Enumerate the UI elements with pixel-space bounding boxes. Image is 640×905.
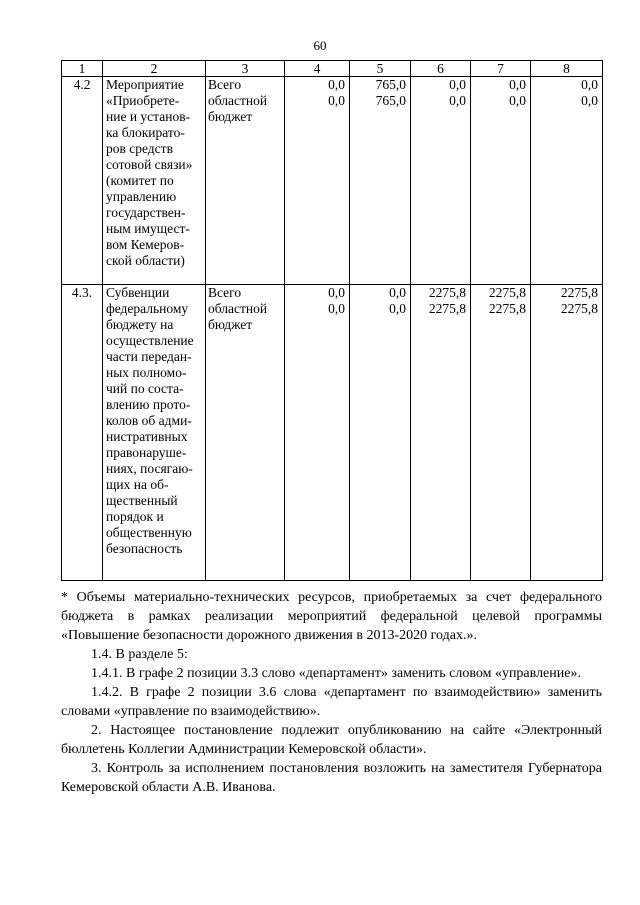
paragraph-1-4: 1.4. В разделе 5: — [91, 647, 188, 662]
value-regional: 765,0 — [375, 93, 406, 108]
value-cell — [471, 285, 531, 581]
value-total: 2275,8 — [488, 285, 526, 300]
row-number: 4.2 — [62, 77, 103, 285]
value-cell — [285, 285, 350, 581]
paragraph-2: 2. Настоящее постановление подлежит опубликованию на сайте «Электронный бюллетень Коллегии Администрации Кемеровской области». — [61, 723, 602, 757]
value-cell — [531, 285, 603, 581]
paragraph-1-4-2: 1.4.2. В графе 2 позиции 3.6 слова «департамент по взаимодействию» заменить словами «управление по взаимодействию». — [61, 685, 602, 719]
value-cell — [350, 77, 411, 285]
table-header-row — [62, 61, 603, 77]
value-total: 2275,8 — [428, 285, 466, 300]
value-regional: 0,0 — [328, 301, 345, 316]
value-regional: 2275,8 — [488, 301, 526, 316]
column-header: 8 — [531, 61, 603, 77]
row-name: Субвенции федеральному бюджету на осуществление части передан- ных полномо- чий по соста- влению прото- колов об адми- нистративных правонаруше- ниях, посягаю- щих на об- щественный порядок и общественную безопасность — [106, 285, 194, 556]
value-total: 765,0 — [375, 77, 406, 92]
value-regional: 2275,8 — [428, 301, 466, 316]
source-total: Всего — [208, 77, 242, 92]
paragraph-1-4-1: 1.4.1. В графе 2 позиции 3.3 слово «департамент» заменить словом «управление». — [91, 666, 581, 681]
value-regional: 0,0 — [509, 93, 526, 108]
page-number: 60 — [313, 38, 327, 53]
column-header: 5 — [350, 61, 411, 77]
table-footnote: * Объемы материально-технических ресурсов, приобретаемых за счет федерального бюджета в рамках реализации мероприятий федеральной целевой программы «Повышение безопасности дорожного движения в 2013-2020 годах.». — [61, 590, 602, 643]
table-row — [62, 285, 603, 581]
column-header: 1 — [62, 61, 103, 77]
value-cell — [285, 77, 350, 285]
budget-table — [61, 60, 603, 581]
source-cell — [206, 77, 285, 285]
row-name: Мероприятие «Приобрете- ние и установ- ка блокирато- ров средств сотовой связи» (комитет по управлению государствен- ным имущест- вом Кемеров- ской области) — [106, 77, 193, 268]
table-row — [62, 77, 603, 285]
source-total: Всего — [208, 285, 242, 300]
value-regional: 0,0 — [449, 93, 466, 108]
value-total: 0,0 — [389, 285, 406, 300]
paragraph-3: 3. Контроль за исполнением постановления возложить на заместителя Губернатора Кемеровской области А.В. Иванова. — [61, 761, 602, 795]
column-header: 4 — [285, 61, 350, 77]
column-header: 2 — [103, 61, 206, 77]
value-total: 2275,8 — [560, 285, 598, 300]
value-cell — [350, 285, 411, 581]
value-total: 0,0 — [449, 77, 466, 92]
value-total: 0,0 — [581, 77, 598, 92]
value-total: 0,0 — [328, 77, 345, 92]
value-cell — [411, 77, 471, 285]
value-regional: 0,0 — [328, 93, 345, 108]
row-name-cell — [103, 285, 206, 581]
value-total: 0,0 — [509, 77, 526, 92]
source-regional: областной бюджет — [208, 93, 268, 124]
value-cell — [471, 77, 531, 285]
source-regional: областной бюджет — [208, 301, 268, 332]
source-cell — [206, 285, 285, 581]
document-body — [61, 588, 602, 797]
value-regional: 0,0 — [581, 93, 598, 108]
value-cell — [531, 77, 603, 285]
value-total: 0,0 — [328, 285, 345, 300]
row-number: 4.3. — [62, 285, 103, 581]
row-name-cell — [103, 77, 206, 285]
column-header: 7 — [471, 61, 531, 77]
column-header: 6 — [411, 61, 471, 77]
value-regional: 2275,8 — [560, 301, 598, 316]
column-header: 3 — [206, 61, 285, 77]
value-cell — [411, 285, 471, 581]
value-regional: 0,0 — [389, 301, 406, 316]
